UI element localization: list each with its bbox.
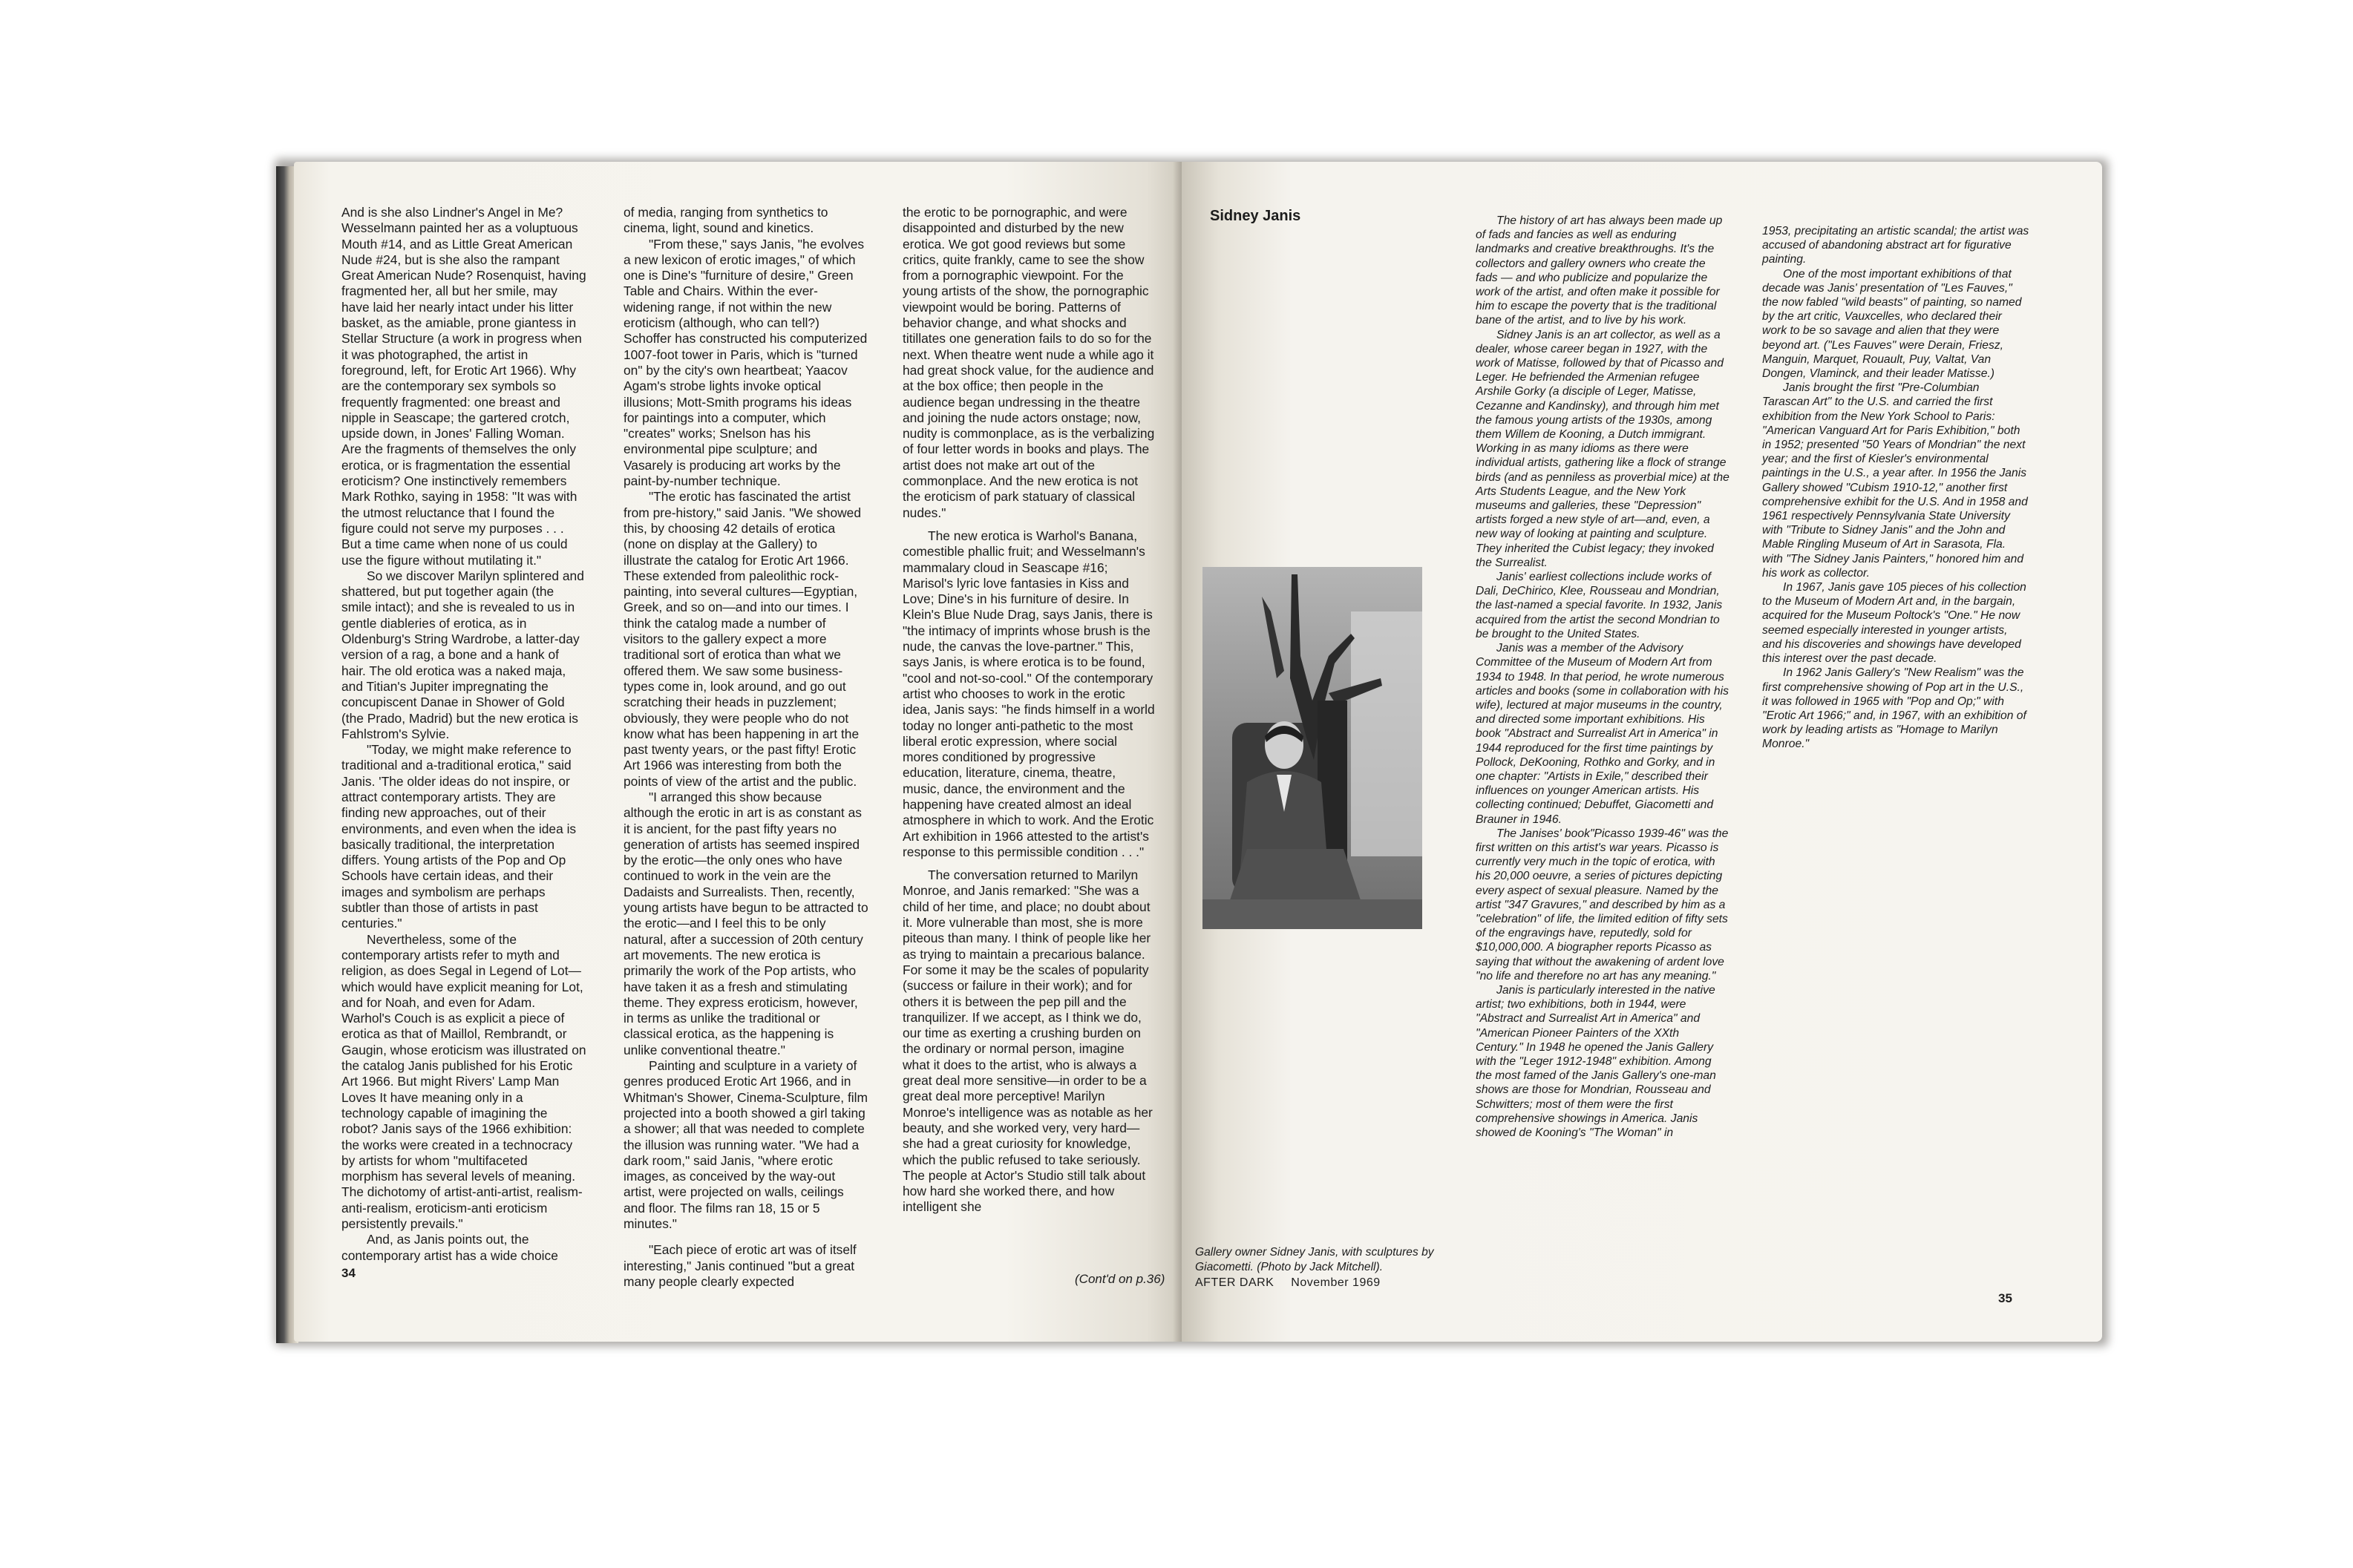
photo-caption: Gallery owner Sidney Janis, with sculptures by Giacometti. (Photo by Jack Mitchell). bbox=[1195, 1246, 1434, 1273]
page-title: Sidney Janis bbox=[1210, 208, 1301, 224]
paragraph: Sidney Janis is an art collector, as well as a dealer, whose career began in 1927, with the work of Matisse, followed by that of Picasso and Leger. He befriended the Armenian refugee Arshile Gorky (a disciple of Leger, Matisse, Cezanne and Kandinsky), and through him met the famous young artists of the 1930s, among them Willem de Kooning, a Dutch immigrant. Working in as many idioms as there were individual artists, gathering like a flock of strange birds (and as penniless as proverbial mice) at the Arts Students League, and the New York museums and galleries, these "Depression" artists forged a new style of art—and, even, a new way of looking at painting and sculpture. They inherited the Cubist legacy; they invoked the Surrealist. bbox=[1476, 328, 1729, 569]
paragraph: "The erotic has fascinated the artist from pre-history," said Janis. "We showed this, by choosing 42 details of erotica (none on display at the Gallery) to illustrate the catalog for Erotic Art 1966. These extended from paleolithic rock-painting, into several cultures—Egyptian, Greek, and so on—and into our times. I think the catalog made a number of visitors to the gallery expect a more traditional sort of erotica than what we offered them. We saw some business-types come in, look around, and go out scratching their heads in puzzlement; obviously, they were people who do not know what has been happening in art the past twenty years, or the past fifty! Erotic Art 1966 was interesting from both the points of view of the artist and the public. bbox=[624, 489, 862, 789]
left-page bbox=[294, 162, 1182, 1342]
paragraph: "Each piece of erotic art was of itself interesting," Janis continued "but a great many people clearly expected bbox=[624, 1242, 857, 1289]
paragraph: the erotic to be pornographic, and were disappointed and disturbed by the new erotica. We got good reviews but some critics, quite frankly, came to see the show from a pornographic viewpoint. For the young artists of the show, the pornographic viewpoint would be boring. Patterns of behavior change, and what shocks and titillates one generation fails to do so for the next. When theatre went nude a while ago it had great shock value, for the audience and at the box office; then people in the audience began undressing in the theatre and joining the nude actors onstage; now, nudity is commonplace, as is the verbalizing of four letter words in books and plays. The artist does not make art out of the commonplace. And the new erotica is not the eroticism of park statuary of classical nudes." bbox=[903, 205, 1155, 520]
text-column-3 bbox=[903, 205, 1155, 1216]
paragraph: In 1967, Janis gave 105 pieces of his collection to the Museum of Modern Art and, in the bargain, acquired for the Museum Poltock's "One." He now seemed especially interested in younger artists, and his discoveries and showings have developed this interest over the past decade. bbox=[1762, 581, 2026, 666]
paragraph: Janis is particularly interested in the native artist; two exhibitions, both in 1944, were "Abstract and Surrealist Art in America" and "American Pioneer Painters of the XXth Century." In 1948 he opened the Janis Gallery with the "Leger 1912-1948" exhibition. Among the most famed of the Janis Gallery's one-man shows are those for Mondrian, Rousseau and Schwitters; most of them were the first comprehensive showings in America. Janis showed de Kooning's "The Woman" in bbox=[1476, 983, 1716, 1139]
paragraph: Janis was a member of the Advisory Committee of the Museum of Modern Art from 1934 to 1948. In that period, he wrote numerous articles and books (some in collaboration with his wife), lectured at major museums in the country, and directed some important exhibitions. His book "Abstract and Surrealist Art in America" in 1944 reproduced for the first time paintings by Pollock, DeKooning, Rothko and Gorky, and in one chapter: "Artists in Exile," described their influences on younger American artists. His collecting continued; Debuffet, Giacometti and Brauner in 1946. bbox=[1476, 642, 1729, 826]
paragraph: of media, ranging from synthetics to cinema, light, sound and kinetics. bbox=[624, 205, 828, 236]
paragraph: Nevertheless, some of the contemporary artists refer to myth and religion, as does Segal in Legend of Lot—which would have explicit meaning for Lot, and for Noah, and even for Adam. Warhol's Couch is as explicit a piece of erotica as that of Maillol, Rembrandt, or Gaugin, whose eroticism was illustrated on the catalog Janis published for his Erotic Art 1966. But might Rivers' Lamp Man Loves It have meaning only in a technology capable of imagining the robot? Janis says of the 1966 exhibition: the works were created in a technocracy by artists for whom "multifaceted morphism has several levels of meaning. The dichotomy of artist-anti-artist, realism-anti-realism, eroticism-anti eroticism persistently prevails." bbox=[341, 931, 586, 1231]
text-column-1 bbox=[341, 205, 586, 1264]
footer bbox=[1195, 1276, 1394, 1290]
paragraph: Janis brought the first "Pre-Columbian Tarascan Art" to the U.S. and carried the first exhibition from the New York School to Paris: "American Vanguard Art for Paris Exhibition," both in 1952; presented "50 Years of Mondrian" the next year; and the first of Kiesler's environmental paintings in the U.S., a year after. In 1956 the Janis Gallery showed "Cubism 1910-12," another first comprehensive exhibit for the U.S. And in 1958 and 1961 respectively Pennsylvania State University with "Tribute to Sidney Janis" and the John and Mable Ringling Museum of Art in Sarasota, Fla. with "The Sidney Janis Painters," honored him and his work as collector. bbox=[1762, 381, 2028, 580]
paragraph: "I arranged this show because although the erotic in art is as constant as it is ancient, for the past fifty years no generation of artists has seemed inspired by the erotic—the only ones who have continued to work in the vein are the Dadaists and Surrealists. Then, recently, young artists have begun to be attracted to the erotic—and I feel this to be only natural, after a succession of 20th century art movements. The new erotica is primarily the work of the Pop artists, who have taken it as a fresh and stimulating theme. They express eroticism, however, in terms as unlike the traditional or classical erotica, as the happening is unlike conventional theatre." bbox=[624, 789, 868, 1057]
paragraph: And, as Janis points out, the contemporary artist has a wide choice bbox=[341, 1232, 558, 1263]
text-column-2 bbox=[624, 205, 868, 1290]
paragraph: One of the most important exhibitions of that decade was Janis' presentation of "Les Fauves," the now fabled "wild beasts" of painting, so named by the art critic, Vauxcelles, who declared their work to be so savage and alien that they were beyond art. ("Les Fauves" were Derain, Friesz, Manguin, Marquet, Rouault, Puy, Valtat, Van Dongen, Vlaminck, and their leader Matisse.) bbox=[1762, 267, 2022, 381]
paragraph: Janis' earliest collections include works of Dali, DeChirico, Klee, Rousseau and Mondrian, the last-named a special favorite. In 1932, Janis acquired from the artist the second Mondrian to be brought to the United States. bbox=[1476, 571, 1723, 640]
article-column-1 bbox=[1476, 214, 1729, 1140]
issue-date: November 1969 bbox=[1291, 1276, 1381, 1289]
paragraph: And is she also Lindner's Angel in Me? Wesselmann painted her as a voluptuous Mouth #14, and as Little Great American Nude #24, but is she also the rampant Great American Nude? Rosenquist, having fragmented her, all but her smile, may have laid her nearly intact under his litter basket, as the amiable, prone giantess in Stellar Structure (a work in progress when it was photographed, the artist in foreground, left, for Erotic Art 1966). Why are the contemporary sex symbols so frequently fragmented: one breast and nipple in Seascape; the gartered crotch, upside down, in Jones' Falling Woman. Are the fragments of themselves the only erotica, or is fragmentation the essential eroticism? One instinctively remembers Mark Rothko, saying in 1958: "It was with the utmost reluctance that I found the figure could not serve my purposes . . . But a time came when none of us could use the figure without mutilating it." bbox=[341, 205, 586, 568]
portrait-photo bbox=[1202, 567, 1422, 929]
magazine-name: AFTER DARK bbox=[1195, 1276, 1274, 1289]
page-number: 34 bbox=[341, 1266, 356, 1280]
paragraph: The new erotica is Warhol's Banana, comestible phallic fruit; and Wesselmann's mammalary cloud in Seascape #16; Marisol's lyric love fantasies in Kiss and Love; Dine's in his furniture of desire. In Klein's Blue Nude Drag, says Janis, there is "the intimacy of imprints whose brush is the nude, the canvas the love-partner." This, says Janis, is where erotica is to be found, "cool and not-so-cool." Of the contemporary artist who chooses to work in the erotic idea, Janis says: "he finds himself in a world today no longer anti-pathetic to the most liberal erotic expression, where social mores conditioned by progressive education, literature, cinema, theatre, music, dance, the environment and the happening have created almost an ideal atmosphere in which to work. And the Erotic Art exhibition in 1966 attested to the artist's response to this permissible condition . . ." bbox=[903, 528, 1155, 859]
right-page bbox=[1182, 162, 2102, 1342]
paragraph: 1953, precipitating an artistic scandal; the artist was accused of abandoning abstract art for figurative painting. bbox=[1762, 225, 2029, 266]
paragraph: "Today, we might make reference to traditional and a-traditional erotica," said Janis. 'The older ideas do not inspire, or attract contemporary artists. They are finding new approaches, out of their environments, and even when the idea is basically traditional, the interpretation differs. Young artists of the Pop and Op Schools have certain ideas, and their images and symbolism are perhaps subtler than those of artists in past centuries." bbox=[341, 742, 577, 931]
paragraph: The conversation returned to Marilyn Monroe, and Janis remarked: "She was a child of her time, and place; no doubt about it. More vulnerable than most, she is more piteous than many. I think of people like her as trying to maintain a precarious balance. For some it may be the scales of popularity (success or failure in their work); and for others it is between the pep pill and the tranquilizer. If we accept, as I think we do, our time as exerting a crushing burden on the ordinary or normal person, imagine what it does to the artist, who is always a great deal more sensitive—in order to be a great deal more perceptive! Marilyn Monroe's intelligence was as notable as her beauty, and she worked very, very hard—she had a great curiosity for knowledge, which the public refused to take seriously. The people at Actor's Studio still talk about how hard she worked there, and how intelligent she bbox=[903, 867, 1153, 1215]
paragraph: So we discover Marilyn splintered and shattered, but put together again (the smile intact); and she is revealed to us in gentle diableries of erotica, as in Oldenburg's String Wardrobe, a latter-day version of a rag, a bone and a hank of hair. The old erotica was a naked maja, and Titian's Jupiter impregnating the concupiscent Danae in Shower of Gold (the Prado, Madrid) but the new erotica is Fahlstrom's Sylvie. bbox=[341, 568, 584, 741]
continued-note: (Cont'd on p.36) bbox=[1075, 1272, 1165, 1286]
paragraph: Painting and sculpture in a variety of genres produced Erotic Art 1966, and in Whitman's Shower, Cinema-Sculpture, film projected into a booth showed a girl taking a shower; all that was needed to complete the illusion was running water. "We had a dark room," said Janis, "where erotic images, as conceived by the way-out artist, were projected on walls, ceilings and floor. The films ran 18, 15 or 5 minutes." bbox=[624, 1058, 868, 1231]
page-number: 35 bbox=[1998, 1291, 2012, 1305]
paragraph: In 1962 Janis Gallery's "New Realism" was the first comprehensive showing of Pop art in the U.S., it was followed in 1965 with "Pop and Op;" with "Erotic Art 1966;" and, in 1967, with an exhibition of work by leading artists as "Homage to Marilyn Monroe." bbox=[1762, 666, 2026, 751]
paragraph: The Janises' book"Picasso 1939-46" was the first written on this artist's war years. Picasso is currently very much in the topic of erotica, with his 20,000 oeuvre, a series of pictures depicting every aspect of sexual pleasure. Named by the artist "347 Gravures," and described by him as a "celebration" of life, the limited edition of fifty sets of the engravings have, reputedly, sold for $10,000,000. A biographer reports Picasso as saying that without the awakening of ardent love "no life and therefore no art has any meaning." bbox=[1476, 827, 1729, 983]
article-column-2 bbox=[1762, 224, 2029, 752]
paragraph: "From these," says Janis, "he evolves a new lexicon of erotic images," of which one is Dine's "furniture of desire," Green Table and Chairs. Within the ever-widening range, if not within the new eroticism (although, who can tell?) Schoffer has constructed his computerized 1007-foot tower in Paris, which is "turned on" by the city's own heartbeat; Yaacov Agam's strobe lights invoke optical illusions; Mott-Smith programs his ideas for paintings into a computer, which "creates" works; Snelson has his environmental pipe sculpture; and Vasarely is producing art works by the paint-by-number technique. bbox=[624, 236, 868, 489]
paragraph: The history of art has always been made up of fads and fancies as well as enduring landmarks and creative breakthroughs. It's the collectors and gallery owners who create the fads — and who publicize and popularize the work of the artist, and often make it possible for him to escape the poverty that is the traditional bane of the artist, and to live by his work. bbox=[1476, 214, 1723, 327]
